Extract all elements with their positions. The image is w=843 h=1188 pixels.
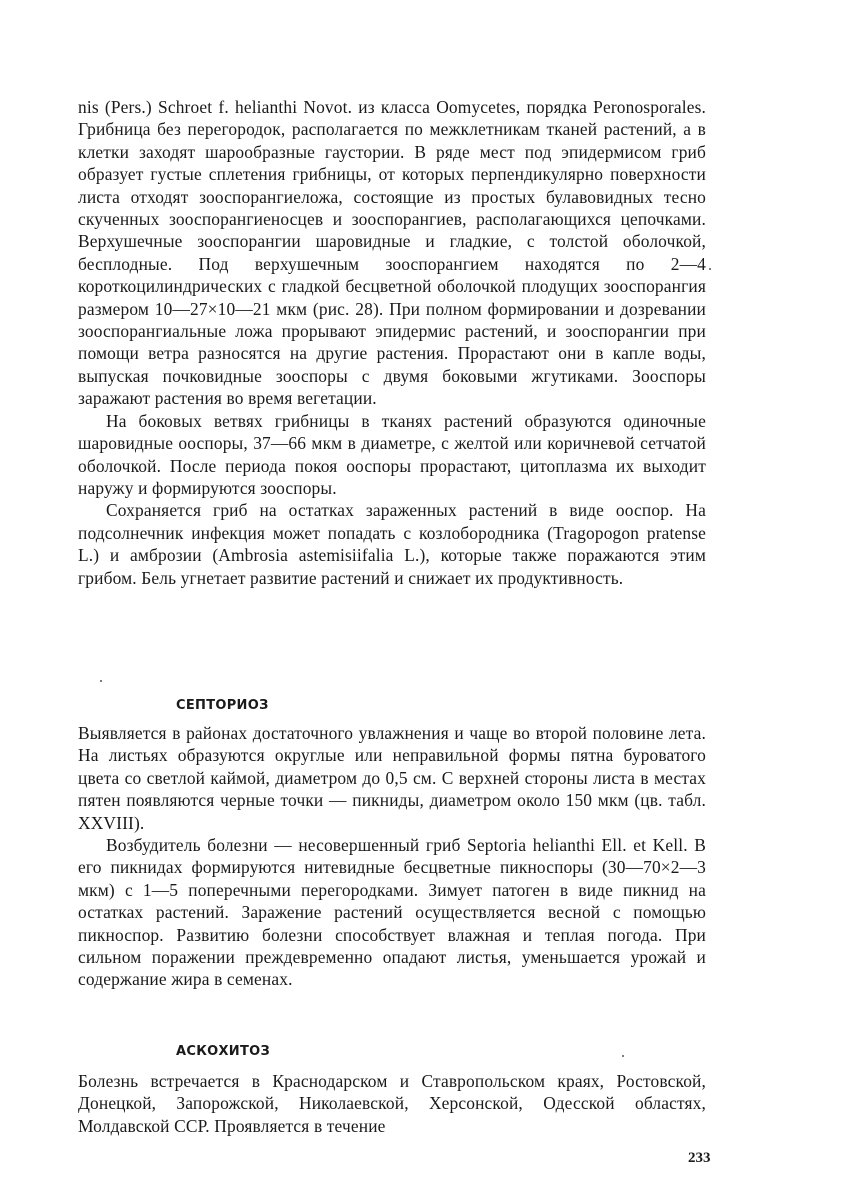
ascochyta-heading: АСКОХИТОЗ: [176, 1044, 271, 1059]
septoria-pathogen-paragraph: Возбудитель болезни — несовершенный гриб Septoria helianthi Ell. et Kell. В его пикнидах формируются нитевидные бесцветные пикноспоры (30—70×2—3 мкм) с 1—5 поперечными перегородками. Зимует патоген в виде пикнид на остатках растений. Заражение растений осуществляется весной с помощью пикноспор. Развитию болезни способствует влажная и теплая погода. При сильном поражении преждевременно опадают листья, уменьшается урожай и содержание жира в семенах.: [78, 835, 706, 990]
intro-paragraph: nis (Pers.) Schroet f. helianthi Novot. из класса Oomycetes, порядка Peronosporales. Грибница без перегородок, располагается по межклетникам тканей растений, а в клетки заходят шарообразные гаустории. В ряде мест под эпидермисом гриб образует густые сплетения грибницы, от которых перпендикулярно поверхности листа отходят зооспорангиеложа, состоящие из простых булавовидных тесно скученных зооспорангиеносцев и зооспорангиев, располагающихся цепочками. Верхушечные зооспорангии шаровидные и гладкие, с толстой оболочкой, бесплодные. Под верхушечным зооспорангием находятся по 2—4 короткоцилиндрических с гладкой бесцветной оболочкой плодущих зооспорангия размером 10—27×10—21 мкм (рис. 28). При полном формировании и дозревании зооспорангиальные ложа прорывают эпидермис растений, и зооспорангии при помощи ветра разносятся на другие растения. Прорастают они в капле воды, выпуская почковидные зооспоры с двумя боковыми жгутиками. Зооспоры заражают растения во время вегетации.: [78, 97, 706, 409]
print-speck: [100, 680, 102, 682]
downy-mildew-section: [78, 96, 706, 589]
page-number: 233: [688, 1150, 711, 1166]
septoria-heading: СЕПТОРИОЗ: [176, 698, 269, 713]
ascochyta-intro-paragraph: Болезнь встречается в Краснодарском и Ставропольском краях, Ростовской, Донецкой, Запорожской, Николаевской, Херсонской, Одесской областях, Молдавской ССР. Проявляется в течение: [78, 1071, 706, 1136]
print-speck: [709, 268, 711, 270]
septoria-section: [78, 722, 706, 991]
host-paragraph: Сохраняется гриб на остатках зараженных растений в виде ооспор. На подсолнечник инфекция может попадать с козлобородника (Tragopogon pratense L.) и амброзии (Ambrosia astemisiifalia L.), которые также поражаются этим грибом. Бель угнетает развитие растений и снижает их продуктивность.: [78, 500, 706, 588]
print-speck: [622, 1055, 624, 1057]
oospore-paragraph: На боковых ветвях грибницы в тканях растений образуются одиночные шаровидные ооспоры, 37—66 мкм в диаметре, с желтой или коричневой сетчатой оболочкой. После периода покоя ооспоры прорастают, цитоплазма их выходит наружу и формируются зооспоры.: [78, 410, 706, 498]
septoria-symptoms-paragraph: Выявляется в районах достаточного увлажнения и чаще во второй половине лета. На листьях образуются округлые или неправильной формы пятна буроватого цвета со светлой каймой, диаметром до 0,5 см. С верхней стороны листа в местах пятен появляются черные точки — пикниды, диаметром около 150 мкм (цв. табл. XXVIII).: [78, 723, 706, 833]
ascochyta-section: [78, 1070, 706, 1137]
